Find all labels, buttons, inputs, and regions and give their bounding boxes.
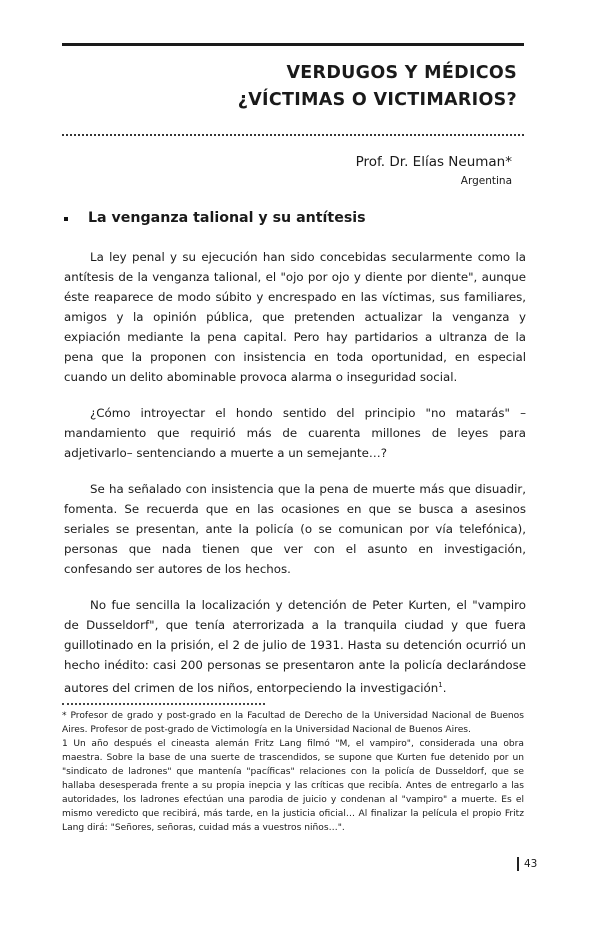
- paragraph: ¿Cómo introyectar el hondo sentido del principio "no matarás" –mandamiento que requirió más de cuarenta millones de leyes para adjetivarlo– sentenciando a muerte a un semejante…?: [64, 406, 526, 460]
- paragraph: No fue sencilla la localización y detención de Peter Kurten, el "vampiro de Dusseldorf", que tenía aterrorizada a la tranquila ciudad y que fuera guillotinado en la prisión, el 2 de julio de 1931. Hasta su detención ocurrió un hecho inédito: casi 200 personas se presentaron ante la policía declarándose autores del crimen de los niños, entorpeciendo la investigación$^1$.: [64, 598, 526, 695]
- footnotes: [62, 709, 524, 835]
- author-block: [356, 152, 512, 189]
- footnote: * Profesor de grado y post-grado en la Facultad de Derecho de la Universidad Nacional de Buenos Aires. Profesor de post-grado de Victimología en la Universidad Nacional de Buenos Aires.: [62, 711, 524, 735]
- footnote-ref: 1: [438, 681, 443, 689]
- author-name: Prof. Dr. Elías Neuman*: [355, 154, 512, 170]
- paragraph-text: No fue sencilla la localización y detención de Peter Kurten, el "vampiro de Dusseldorf", que tenía aterrorizada a la tranquila ciudad y que fuera guillotinado en la prisión, el 2 de julio de 1931. Hasta su detención ocurrió un hecho inédito: casi 200 personas se presentaron ante la policía declarándose autores del crimen de los niños, entorpeciendo la investigación: [64, 598, 526, 695]
- paragraph: La ley penal y su ejecución han sido concebidas secularmente como la antítesis de la venganza talional, el "ojo por ojo y diente por diente", aunque éste reaparece de modo súbito y encrespado en las víctimas, sus familiares, amigos y la opinión pública, que pretenden actualizar la venganza y expiación mediante la pena capital. Pero hay partidarios a ultranza de la pena que la proponen con insistencia en toda oportunidad, en especial cuando un delito abominable provoca alarma o inseguridad social.: [64, 250, 526, 384]
- footnote: 1 Un año después el cineasta alemán Fritz Lang filmó "M, el vampiro", considerada una obra maestra. Sobre la base de una suerte de trascendidos, se supone que Kurten fue detenido por un "sindicato de ladrones" que mantenía "pacíficas" relaciones con la policía de Dusseldorf, que se hallaba desesperada frente a su propia inepcia y las críticas que recibía. Antes de entregarlo a las autoridades, los ladrones efectúan una parodia de juicio y condenan al "vampiro" a muerte. Es el mismo veredicto que recibirá, más tarde, en la justicia oficial… Al finalizar la película el propio Fritz Lang dirá: "Señores, señoras, cuidad más a vuestros niños…".: [62, 739, 524, 833]
- footnote-divider: [62, 703, 265, 705]
- page-number: 43: [517, 857, 537, 871]
- title-line-2: ¿VÍCTIMAS O VICTIMARIOS?: [237, 90, 517, 110]
- section-heading: [64, 210, 366, 226]
- title-line-1: VERDUGOS Y MÉDICOS: [286, 63, 517, 83]
- dotted-divider: [62, 134, 524, 136]
- top-rule: [62, 43, 524, 46]
- square-bullet-icon: [64, 217, 68, 221]
- article-title: [238, 60, 517, 114]
- paragraph: Se ha señalado con insistencia que la pena de muerte más que disuadir, fomenta. Se recuerda que en las ocasiones en que se busca a asesinos seriales se presentan, ante la policía (o se comunican por vía telefónica), personas que nada tienen que ver con el asunto en investigación, confesando ser autores de los hechos.: [64, 482, 526, 576]
- section-heading-text: La venganza talional y su antítesis: [88, 210, 366, 226]
- article-body: [64, 247, 526, 714]
- author-country: Argentina: [460, 175, 512, 187]
